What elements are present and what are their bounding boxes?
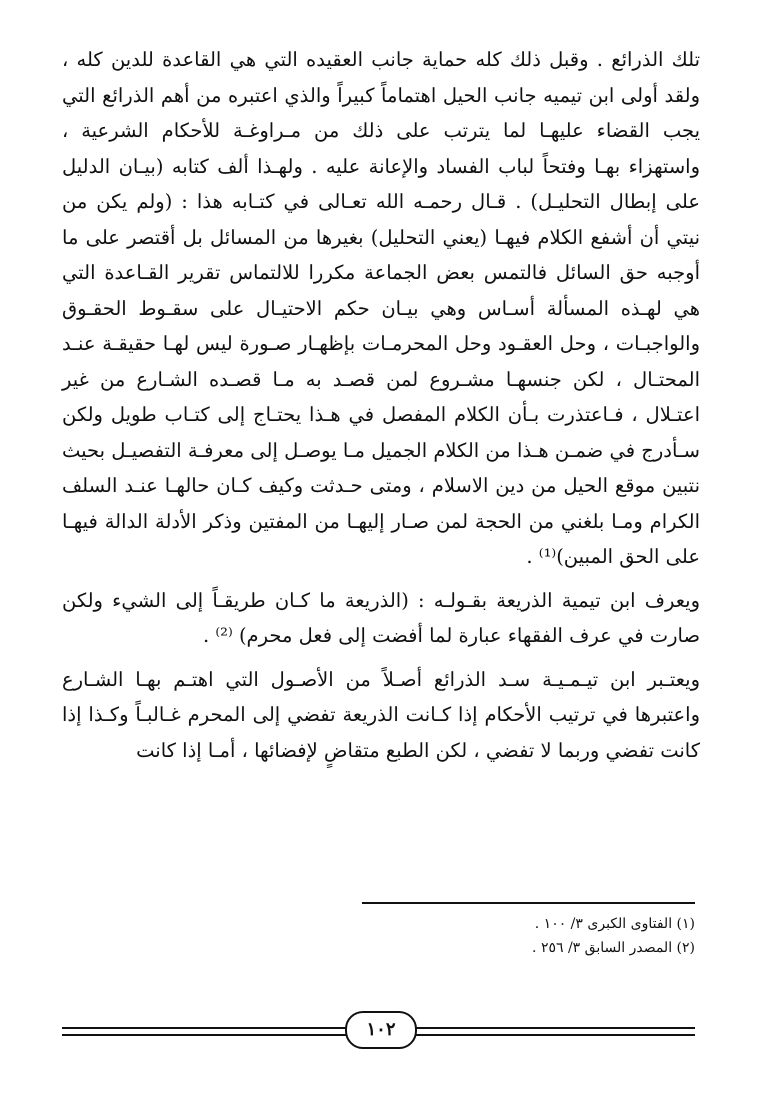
main-text — [62, 42, 700, 768]
paragraph-3: ويعتـبر ابن تيـمـيـة سـد الذرائع أصـلاً من الأصـول التي اهتـم بهـا الشـارع واعتبرها في ترتيب الأحكام إذا كـانت الذريعة تفضي إلى المحرم غـالبـاً وكـذا إذا كانت تفضي وربما لا تفضي ، لكن الطبع متقاضٍ لإفضائها ، أمـا إذا كانت — [62, 667, 700, 762]
page-number: ١٠٢ — [345, 1011, 417, 1049]
footnote-2: (٢) المصدر السابق ٣/ ٢٥٦ . — [532, 940, 695, 956]
page-footer — [62, 1007, 695, 1047]
paragraph-2: ويعرف ابن تيمية الذريعة بقـولـه : (الذريعة ما كـان طريقـاً إلى الشيء ولكن صارت في عرف الفقهاء عبارة لما أفضت إلى فعل محرم) ⁽²⁾ . — [62, 588, 700, 647]
footnotes — [62, 912, 695, 960]
paragraph-1: تلك الذرائع . وقبل ذلك كله حماية جانب العقيده التي هي القاعدة للدين كله ، ولقد أولى ابن تيميه جانب الحيل اهتماماً كبيراً والذي اعتبره من أهم الذرائع التي يجب القضاء عليهـا لما يترتب على ذلك من مـراوغـة للأحكام الشرعية ، واستهزاء بهـا وفتحاً لباب الفساد والإعانة عليه . ولهـذا ألف كتابه (بيـان الدليل على إبطال التحليـل) . قـال رحمـه الله تعـالى في كتـابه هذا : (ولم يكن من نيتي أن أشفع الكلام فيهـا (يعني التحليل) بغيرها من المسائل بل أقتصر على ما أوجبه حق السائل فالتمس بعض الجماعة مكررا للالتماس تقرير القـاعدة التي هي لهـذه المسألة أسـاس وهي بيـان حكم الاحتيـال على سقـوط الحقـوق والواجبـات ، وحل العقـود وحل المحرمـات بإظهـار صـورة ليس لهـا حقيقـة عنـد المحتـال ، لكن جنسهـا مشـروع لمن قصـد به مـا قصـده الشـارع من غير اعتـلال ، فـاعتذرت بـأن الكلام المفصل في هـذا يحتـاج إلى كتـاب طويل ولكن سـأدرج في ضمـن هـذا من الكلام الجميل مـا يوصـل إلى معرفـة التفصيـل بحيث نتبين موقع الحيل من دين الاسلام ، ومتى حـدثت وكيف كـان حالهـا عنـد السلف الكرام ومـا بلغني من الحجة لمن صـار إليهـا من المفتين وذكر الأدلة الدالة فيهـا على الحق المبين)⁽¹⁾ . — [62, 48, 700, 568]
footnote-separator — [362, 902, 695, 904]
footnote-1: (١) الفتاوى الكبرى ٣/ ١٠٠ . — [534, 916, 695, 932]
